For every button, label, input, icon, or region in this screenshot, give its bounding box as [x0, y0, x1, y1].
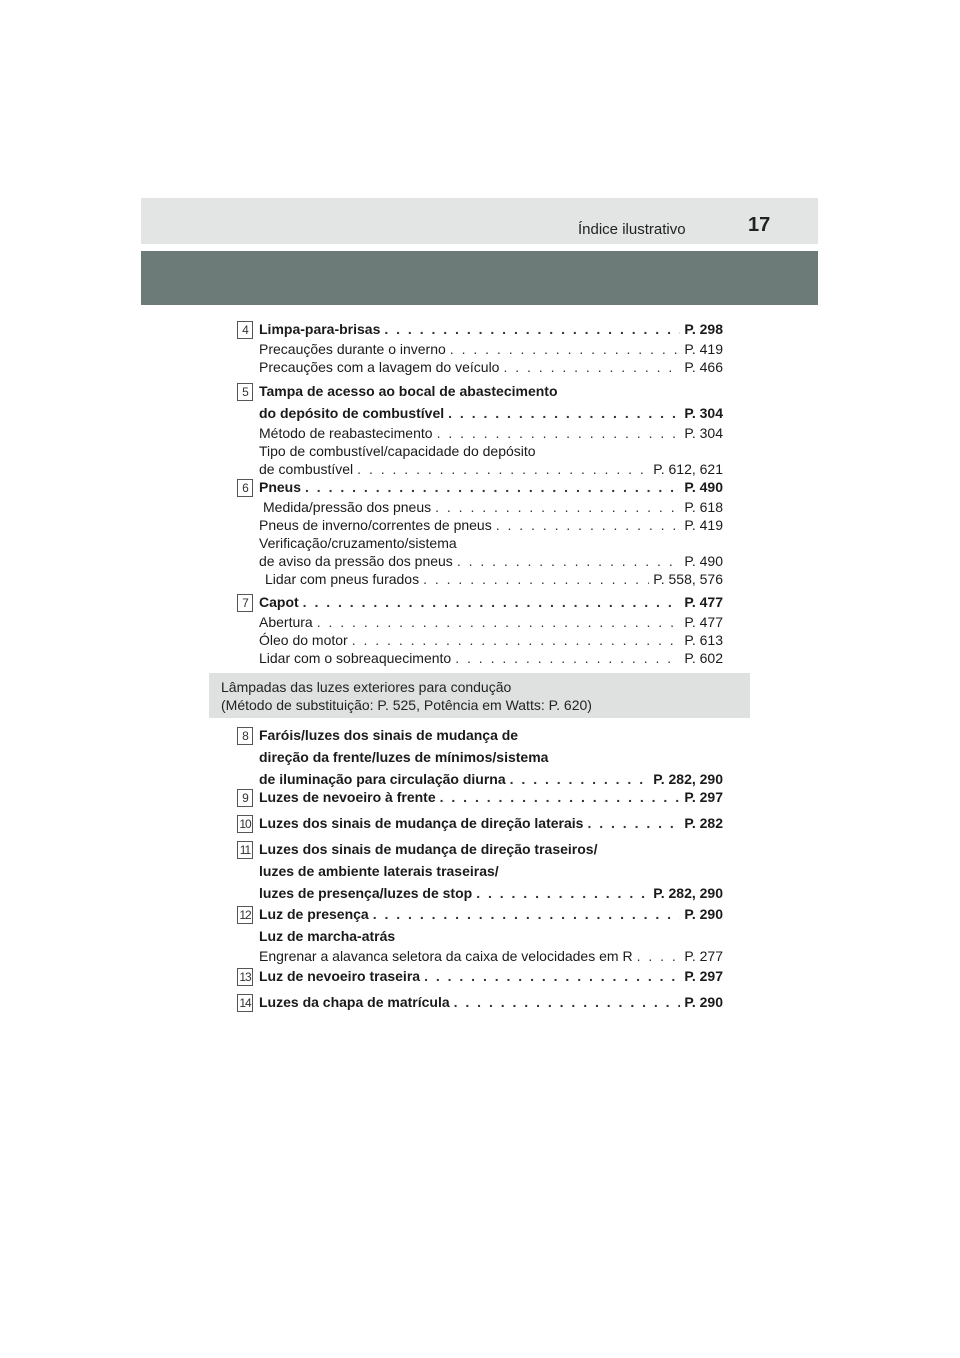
entry-title-line: [259, 318, 723, 340]
entry-title-line: [259, 882, 723, 904]
entry-title-line: [259, 724, 723, 746]
dot-leader: [352, 631, 681, 649]
dot-leader: [373, 903, 681, 925]
page-reference: P. 618: [684, 499, 723, 515]
entry-text: Lidar com pneus furados: [265, 571, 420, 587]
dot-leader: [317, 613, 681, 631]
entry-number-badge: 14: [237, 994, 253, 1012]
index-entry: [237, 903, 723, 965]
dot-leader: [305, 476, 680, 498]
section-heading-line1: Lâmpadas das luzes exteriores para condução: [221, 679, 512, 695]
section-heading-box: [209, 673, 750, 718]
entry-number-badge: 11: [237, 841, 253, 859]
section-heading-line2: (Método de substituição: P. 525, Potência em Watts: P. 620): [221, 697, 592, 713]
entry-text: Precauções com a lavagem do veículo: [259, 359, 500, 375]
header-title: Índice ilustrativo: [578, 221, 686, 238]
entry-text: Tampa de acesso ao bocal de abastecimento: [259, 383, 558, 399]
page-header: [141, 198, 818, 244]
dot-leader: [448, 402, 680, 424]
entry-text: do depósito de combustível: [259, 405, 445, 421]
entry-text: Verificação/cruzamento/sistema: [259, 535, 457, 551]
page-reference: P. 290: [684, 906, 723, 922]
entry-text: Luzes da chapa de matrícula: [259, 994, 450, 1010]
page-reference: P. 612, 621: [653, 461, 723, 477]
entry-title-line: [259, 591, 723, 613]
entry-subitem-line: [259, 631, 723, 649]
entry-text: Luzes de nevoeiro à frente: [259, 789, 436, 805]
page-reference: P. 282, 290: [653, 771, 723, 787]
dot-leader: [476, 882, 649, 904]
index-entry: [237, 476, 723, 588]
entry-text: Pneus: [259, 479, 302, 495]
index-entry: [237, 380, 723, 478]
entry-text: Capot: [259, 594, 299, 610]
page-reference: P. 304: [684, 405, 723, 421]
entry-number-badge: 4: [237, 321, 253, 339]
dot-leader: [384, 318, 680, 340]
page-reference: P. 282, 290: [653, 885, 723, 901]
entry-text: Faróis/luzes dos sinais de mudança de: [259, 727, 519, 743]
entry-number-badge: 9: [237, 789, 253, 807]
entry-subitem-line: [259, 649, 723, 667]
dot-leader: [587, 812, 680, 834]
entry-title-line: [259, 925, 723, 947]
dot-leader: [437, 424, 681, 442]
entry-subitem-line: [259, 358, 723, 376]
dot-leader: [303, 591, 681, 613]
entry-subitem-line: [259, 534, 723, 552]
page-reference: P. 602: [684, 650, 723, 666]
entry-title-line: [259, 991, 723, 1013]
index-entry: [237, 591, 723, 667]
dot-leader: [440, 786, 681, 808]
entry-text: Limpa-para-brisas: [259, 321, 381, 337]
dot-leader: [637, 947, 681, 965]
entry-subitem-line: [259, 516, 723, 534]
entry-text: Abertura: [259, 614, 313, 630]
dot-leader: [423, 570, 649, 588]
page-reference: P. 477: [684, 614, 723, 630]
index-entry: [237, 812, 723, 834]
dot-leader: [424, 965, 680, 987]
entry-text: Luzes dos sinais de mudança de direção traseiros/: [259, 841, 598, 857]
entry-title-line: [259, 860, 723, 882]
entry-title-line: [259, 476, 723, 498]
page-reference: P. 282: [684, 815, 723, 831]
entry-text: Tipo de combustível/capacidade do depósito: [259, 443, 536, 459]
dot-leader: [450, 340, 681, 358]
entry-number-badge: 5: [237, 383, 253, 401]
dot-leader: [455, 649, 680, 667]
index-entry: [237, 786, 723, 808]
page-reference: P. 613: [684, 632, 723, 648]
entry-number-badge: 12: [237, 906, 253, 924]
entry-subitem-line: [259, 340, 723, 358]
entry-text: Luz de presença: [259, 906, 369, 922]
entry-title-line: [259, 380, 723, 402]
page-reference: P. 558, 576: [653, 571, 723, 587]
entry-number-badge: 10: [237, 815, 253, 833]
entry-title-line: [259, 903, 723, 925]
entry-number-badge: 6: [237, 479, 253, 497]
entry-text: Engrenar a alavanca seletora da caixa de velocidades em R: [259, 948, 633, 964]
page-reference: P. 297: [684, 968, 723, 984]
entry-number-badge: 13: [237, 968, 253, 986]
entry-title-line: [259, 965, 723, 987]
page-reference: P. 477: [684, 594, 723, 610]
entry-text: Precauções durante o inverno: [259, 341, 446, 357]
page-reference: P. 490: [684, 479, 723, 495]
entry-text: de combustível: [259, 461, 354, 477]
entry-text: Método de reabastecimento: [259, 425, 433, 441]
entry-number-badge: 8: [237, 727, 253, 745]
header-band: [141, 251, 818, 305]
entry-subitem-line: [259, 552, 723, 570]
index-entry: [237, 318, 723, 376]
entry-title-line: [259, 786, 723, 808]
dot-leader: [457, 552, 681, 570]
index-entry: [237, 838, 723, 904]
entry-text: Luz de marcha-atrás: [259, 928, 396, 944]
entry-text: de aviso da pressão dos pneus: [259, 553, 453, 569]
page-number: 17: [748, 214, 771, 236]
entry-title-line: [259, 746, 723, 768]
entry-text: de iluminação para circulação diurna: [259, 771, 506, 787]
entry-title-line: [259, 812, 723, 834]
page-reference: P. 277: [684, 948, 723, 964]
entry-text: Lidar com o sobreaquecimento: [259, 650, 452, 666]
page-reference: P. 304: [684, 425, 723, 441]
page-reference: P. 466: [684, 359, 723, 375]
page-reference: P. 297: [684, 789, 723, 805]
index-entry: [237, 724, 723, 790]
page-reference: P. 419: [684, 517, 723, 533]
dot-leader: [496, 516, 681, 534]
entry-text: Óleo do motor: [259, 632, 348, 648]
entry-subitem-line: [259, 442, 723, 460]
entry-title-line: [259, 838, 723, 860]
entry-text: luzes de presença/luzes de stop: [259, 885, 473, 901]
dot-leader: [454, 991, 681, 1013]
entry-subitem-line: [259, 613, 723, 631]
page-reference: P. 419: [684, 341, 723, 357]
entry-subitem-line: [259, 498, 723, 516]
entry-subitem-line: [259, 947, 723, 965]
entry-text: direção da frente/luzes de mínimos/sistema: [259, 749, 549, 765]
entry-text: Pneus de inverno/correntes de pneus: [259, 517, 492, 533]
entry-text: Medida/pressão dos pneus: [263, 499, 432, 515]
entry-text: Luz de nevoeiro traseira: [259, 968, 421, 984]
page-reference: P. 298: [684, 321, 723, 337]
index-entry: [237, 965, 723, 987]
page-reference: P. 290: [684, 994, 723, 1010]
entry-text: luzes de ambiente laterais traseiras/: [259, 863, 499, 879]
page-reference: P. 490: [684, 553, 723, 569]
index-entry: [237, 991, 723, 1013]
entry-number-badge: 7: [237, 594, 253, 612]
entry-text: Luzes dos sinais de mudança de direção laterais: [259, 815, 584, 831]
entry-subitem-line: [259, 424, 723, 442]
entry-subitem-line: [259, 570, 723, 588]
dot-leader: [435, 498, 680, 516]
dot-leader: [503, 358, 680, 376]
entry-title-line: [259, 402, 723, 424]
